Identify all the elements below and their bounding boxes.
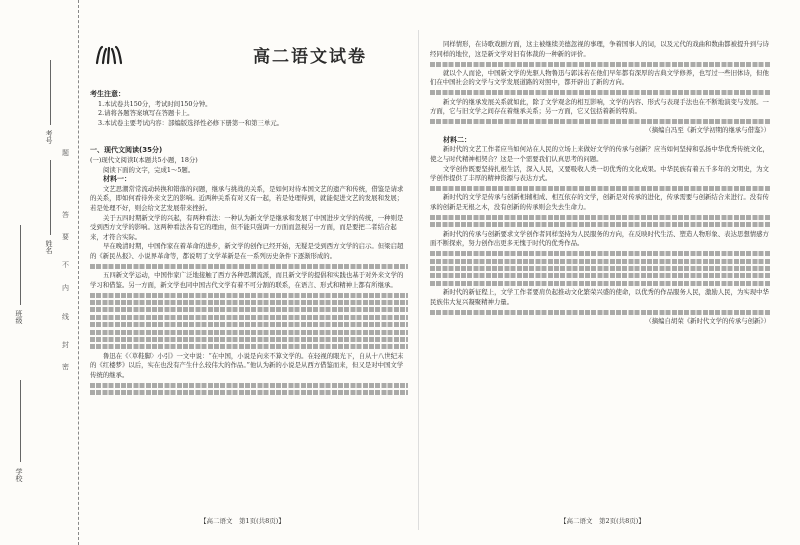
seal-word: 密 (62, 363, 69, 371)
text-line (90, 264, 408, 269)
source-note: （摘编自胡荣《新时代文学的传承与创新》） (645, 316, 770, 325)
page-footer-left: 【高二语文 第1页(共8页)】 (200, 517, 285, 525)
notes-heading: 考生注意： (90, 90, 125, 98)
binding-margin (0, 0, 79, 545)
section-heading: 一、现代文阅读(35分) (90, 146, 163, 155)
text-line (90, 315, 408, 320)
publisher-logo-icon (95, 45, 123, 65)
subsection-heading: (一)现代文阅读Ⅰ(本题共5小题，18分) (90, 155, 198, 164)
note-item: 2.请将各题答案填写在答题卡上。 (98, 109, 194, 118)
school-label: 学校 (15, 468, 23, 482)
paragraph: 同样情形，在诗歌戏剧方面，这主被继续美德忽视的事理，争着国事人的词，以及元代的戏曲和数曲都被提升到与诗经同样的地位，这是新文学对旧有体裁的一种新的评价。 (430, 40, 769, 58)
text-line (90, 390, 408, 395)
paragraph: 就以个人而论，中国新文学的先驱人物鲁迅与郭沫若在他们早年都有深厚的古典文学修养，也写过一些旧体诗，但他们在中国社会的文学与文学发展道路的对照中，都开辟出了新的方向。 (430, 68, 769, 87)
class-line (20, 225, 21, 305)
text-line (430, 222, 770, 227)
material-two-label: 材料二： (443, 135, 471, 144)
text-line (90, 300, 408, 305)
text-line (90, 330, 408, 335)
text-line (90, 337, 408, 342)
paragraph: 关于五四时期新文学的兴起，有两种看法：一种认为新文学是继承和发展了中国进步文学的传统，一种则是受到西方文学的影响。这两种看法各有它的理由，但不能只强调一方面而忽视另一方面，而是要把二者结合起来，才符合实际。 (90, 213, 404, 241)
exam-number-label: 考号 (45, 130, 53, 144)
paragraph: 早在晚清时期，中国作家在着革命的进步，新文学的创作已经开始，无疑是受到西方文学的启示。但梁启超的《新民丛报》、小说界革命等，都说明了文学革新是在一系列历史条件下逐渐形成的。 (90, 242, 404, 260)
left-column (90, 90, 408, 397)
paragraph: 五四新文学运动，中国作家广泛地接触了西方各种思潮流派，而且新文学的提倡和实践也基于对外来文学的学习和借鉴。另一方面，新文学也同中国古代文学有着不可分割的联系，在语言、形式和精神上都有所继承。 (90, 271, 404, 289)
seal-word: 内 (62, 284, 69, 292)
text-line (90, 383, 408, 388)
exam-number-line (50, 60, 51, 125)
text-line (90, 307, 408, 312)
paragraph: 新时代的新征程上，文学工作者要肩负起推动文化繁荣兴盛的使命，以优秀的作品服务人民，激励人民，为实现中华民族伟大复兴凝聚精神力量。 (430, 287, 769, 306)
instruction: 阅读下面的文字，完成1～5题。 (103, 165, 195, 174)
note-item: 3.本试卷主要考试内容：部编版选择性必修下册第一和第三单元。 (98, 118, 284, 127)
text-line (90, 322, 408, 327)
text-line (430, 273, 770, 278)
text-line (430, 310, 770, 315)
seal-word: 要 (62, 233, 69, 241)
paragraph: 新时代的文艺工作者应当如何站在人民的立场上来做好文学的传承与创新？应当如何坚持和弘扬中华优秀传统文化，使之与时代精神相契合？这是一个需要我们认真思考的问题。 (430, 145, 769, 164)
exam-title: 高二语文试卷 (253, 47, 367, 67)
material-one-label: 材料一： (103, 175, 131, 184)
class-label: 班级 (15, 310, 23, 324)
seal-word: 封 (62, 341, 69, 349)
text-line (430, 119, 770, 124)
text-line (430, 251, 770, 256)
text-line (430, 62, 770, 67)
name-label: 姓名 (45, 240, 53, 254)
source-note: （摘编自冯至《新文学初期的继承与借鉴》） (645, 126, 770, 135)
text-line (430, 281, 770, 286)
seal-word: 题 (62, 149, 69, 157)
school-line (20, 380, 21, 462)
paragraph: 新时代的传承与创新要求文学创作者同样坚持为人民服务的方向，在反映时代生活、塑造人物形象、表达思想情感方面不断探索，努力创作出更多无愧于时代的优秀作品。 (430, 229, 769, 248)
text-line (90, 344, 408, 349)
seal-word: 线 (62, 313, 69, 321)
note-item: 1.本试卷共150分，考试时间150分钟。 (98, 99, 212, 108)
text-line (430, 259, 770, 264)
paragraph: 鲁迅在《〈草鞋脚〉小引》一文中说：“在中国，小说是向来不算文学的。在轻视的眼光下，自从十八世纪末的《红楼梦》以后，实在也没有产生什么较伟大的作品。”他认为新的小说是从西方借鉴而来，但又是对中国文学传统的继承。 (90, 351, 404, 379)
text-line (430, 215, 770, 220)
seal-word: 不 (62, 261, 69, 269)
text-line (90, 293, 408, 298)
seal-word: 答 (62, 211, 69, 219)
text-line (430, 186, 770, 191)
page-divider (418, 30, 419, 530)
paragraph: 新文学的继承发展关系就如此，除了文学观念的相互影响，文学的内容、形式与表现手法也在不断地演变与发展。一方面，它与旧文学之间存在着继承关系；另一方面，它又包括着新的特质。 (430, 97, 769, 116)
text-line (430, 266, 770, 271)
paragraph: 文艺思潮常常流动转换和错落的问题，继承与挑战的关系，是如何对待本国文艺的遗产和传统，借鉴是请求的关系，即如何看待外来文艺的影响。近两种关系有对又有一起，若是处理得到，就能促进文艺的发展和发展；若是处理不好，则会给文艺发展带来挫折。 (90, 184, 404, 212)
text-line (430, 90, 770, 95)
paragraph: 新时代的文学是传承与创新相辅相成、相互依存的文学，创新是对传承的进化，传承需要与创新结合来进行。没有传承的创新是无根之木，没有创新的传承则会失去生命力。 (430, 193, 769, 212)
name-line (50, 160, 51, 235)
page-footer-right: 【高二语文 第2页(共8页)】 (560, 517, 645, 525)
right-column (430, 40, 770, 326)
paragraph: 文学创作既要坚持扎根生活，深入人民，又要吸收人类一切优秀的文化成果。中华民族有着五千多年的文明史，为文学创作提供了丰厚的精神资源与表达方式。 (430, 164, 769, 183)
